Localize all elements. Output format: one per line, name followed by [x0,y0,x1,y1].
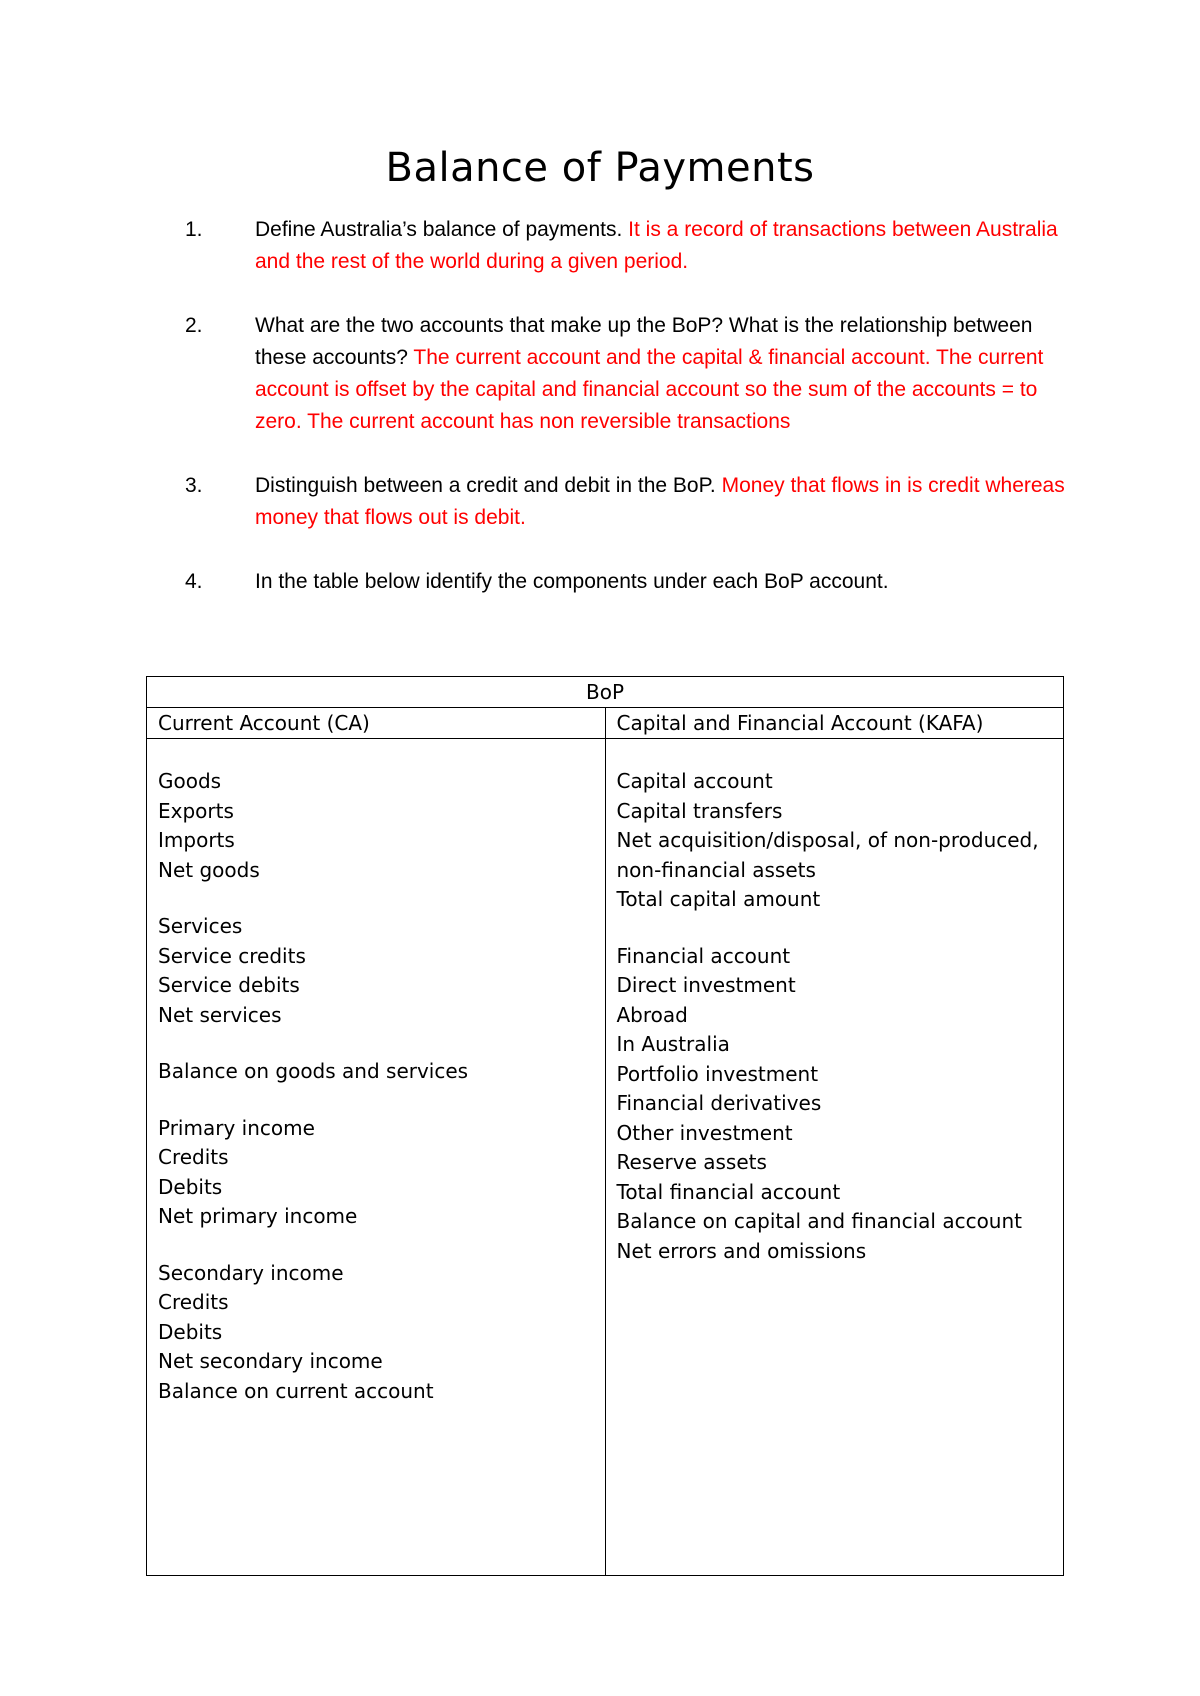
list-item: Financial account [616,943,791,968]
current-account-list [147,739,606,1576]
list-item: Balance on capital and financial account [616,1209,1022,1233]
column-header-current-account: Current Account (CA) [147,708,606,739]
list-item: Other investment [616,1120,793,1145]
list-item: Debits [158,1319,223,1344]
table-header-bop: BoP [147,677,1064,708]
list-item: Capital transfers [616,798,783,823]
list-item: Total financial account [616,1179,841,1204]
list-item: Goods [158,769,222,793]
list-item: non-financial assets [616,857,816,882]
list-item: Abroad [616,1002,688,1027]
question-2 [185,310,1065,438]
list-item: Secondary income [158,1260,344,1285]
list-item: Credits [158,1145,229,1169]
question-body [255,214,1065,278]
question-number: 3. [185,474,203,497]
list-item: Service debits [158,973,300,997]
answer-text: It is a record of transactions between Australia and the rest of the world during a given period. [255,218,1058,273]
question-text: Define Australia’s balance of payments. [255,218,623,241]
answer-text: Money that flows in is credit whereas money that flows out is debit. [255,474,1065,529]
answer-text: The current account and the capital & financial account. The current account is offset by the capital and financial account so the sum of the accounts = to zero. The current account has non reversible transactions [255,346,1044,433]
question-body [255,566,1065,598]
list-item: Net secondary income [158,1349,383,1373]
list-item: Total capital amount [616,887,821,911]
list-item: Exports [158,798,234,823]
question-text: Distinguish between a credit and debit in the BoP. [255,474,716,497]
list-item: In Australia [616,1032,730,1056]
question-text: What are the two accounts that make up the BoP? What is the relationship between these accounts? [255,314,1033,369]
list-item: Net primary income [158,1204,358,1228]
spacer [158,885,594,912]
list-item: Capital account [616,769,773,793]
list-item: Net errors and omissions [616,1238,867,1263]
question-number: 2. [185,314,203,337]
spacer [158,1232,594,1259]
list-item: Net goods [158,857,260,882]
list-item: Reserve assets [616,1150,767,1174]
question-list [185,214,1065,630]
list-item: Imports [158,828,235,852]
list-item: Service credits [158,943,306,968]
question-number: 4. [185,570,203,593]
list-item: Financial derivatives [616,1091,822,1115]
question-body [255,470,1065,534]
list-item: Net acquisition/disposal, of non-produced, [616,828,1039,852]
question-number: 1. [185,218,203,241]
spacer [158,1030,594,1057]
question-4 [185,566,1065,598]
question-body [255,310,1065,438]
question-text: In the table below identify the components under each BoP account. [255,570,889,593]
list-item: Credits [158,1290,229,1314]
list-item: Balance on goods and services [158,1059,469,1083]
list-item: Net services [158,1002,282,1027]
column-header-kafa: Capital and Financial Account (KAFA) [605,708,1064,739]
bop-table [146,676,1064,1576]
list-item: Services [158,914,243,938]
list-item: Balance on current account [158,1378,434,1403]
list-item: Portfolio investment [616,1061,819,1086]
question-1 [185,214,1065,278]
question-3 [185,470,1065,534]
list-item: Primary income [158,1115,315,1140]
page-title: Balance of Payments [385,145,815,191]
kafa-list [605,739,1064,1576]
list-item: Debits [158,1174,223,1199]
list-item: Direct investment [616,973,796,997]
spacer [158,1087,594,1114]
spacer [617,915,1053,942]
